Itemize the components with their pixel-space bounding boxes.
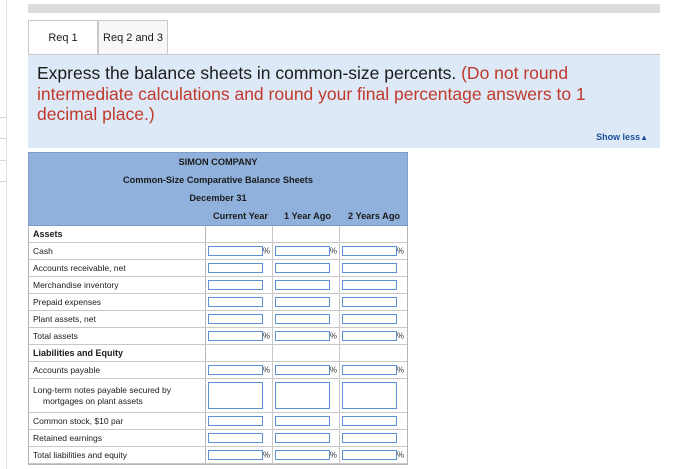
value-cell (206, 328, 273, 344)
row-label: Accounts payable (29, 362, 206, 378)
rail-divider (0, 138, 6, 139)
percent-sign: % (262, 450, 270, 460)
value-cell (340, 294, 406, 310)
percent-input[interactable] (275, 365, 330, 375)
value-cell (340, 260, 406, 276)
row-label: Total assets (29, 328, 206, 344)
percent-input[interactable] (208, 314, 263, 324)
percent-sign: % (262, 331, 270, 341)
percent-input[interactable] (208, 280, 263, 290)
percent-sign: % (329, 331, 337, 341)
column-header-2-years-ago: 2 Years Ago (347, 211, 401, 221)
percent-input[interactable] (342, 331, 397, 341)
percent-input[interactable] (275, 416, 330, 426)
value-cell (340, 226, 406, 242)
column-header-1-year-ago: 1 Year Ago (284, 211, 331, 221)
value-cell (273, 277, 340, 293)
percent-input[interactable] (208, 246, 263, 256)
percent-input[interactable] (208, 365, 263, 375)
row-label-line1: Long-term notes payable secured by (33, 384, 171, 395)
value-cell (340, 413, 406, 429)
percent-input[interactable] (275, 450, 330, 460)
value-cell (206, 447, 273, 463)
row-label: Cash (29, 243, 206, 259)
row-label: Common stock, $10 par (29, 413, 206, 429)
tab-label: Req 2 and 3 (103, 31, 163, 44)
percent-sign: % (396, 365, 404, 375)
percent-input[interactable] (208, 297, 263, 307)
percent-input[interactable] (208, 263, 263, 273)
statement-title: Common-Size Comparative Balance Sheets (123, 175, 313, 185)
triangle-up-icon: ▲ (640, 133, 648, 142)
value-cell (206, 379, 273, 412)
row-label: Merchandise inventory (29, 277, 206, 293)
percent-input[interactable] (275, 297, 330, 307)
balance-sheet-table (28, 152, 408, 465)
left-rail (0, 0, 7, 469)
value-cell (206, 413, 273, 429)
value-cell (340, 379, 406, 412)
percent-input[interactable] (342, 297, 397, 307)
row-label (29, 379, 206, 412)
value-cell (340, 328, 406, 344)
value-cell (340, 362, 406, 378)
row-label: Retained earnings (29, 430, 206, 446)
value-cell (206, 362, 273, 378)
value-cell (273, 243, 340, 259)
table-row (29, 430, 407, 447)
percent-sign: % (396, 331, 404, 341)
value-cell (273, 260, 340, 276)
value-cell (206, 294, 273, 310)
instruction-main: Express the balance sheets in common-size percents. (37, 63, 457, 83)
percent-sign: % (329, 365, 337, 375)
percent-input[interactable] (208, 450, 263, 460)
rail-divider (0, 160, 6, 161)
table-row (29, 277, 407, 294)
value-cell (340, 345, 406, 361)
percent-input[interactable] (208, 382, 263, 409)
table-body (28, 226, 408, 465)
value-cell (206, 430, 273, 446)
table-row (29, 243, 407, 260)
value-cell (273, 226, 340, 242)
percent-input[interactable] (342, 365, 397, 375)
table-row (29, 447, 407, 464)
table-row (29, 362, 407, 379)
progress-strip (28, 4, 660, 13)
value-cell (273, 311, 340, 327)
tab-label: Req 1 (48, 31, 78, 44)
table-row (29, 294, 407, 311)
percent-sign: % (262, 246, 270, 256)
requirement-tabs (28, 20, 168, 54)
percent-input[interactable] (208, 416, 263, 426)
value-cell (273, 345, 340, 361)
row-label-line2: mortgages on plant assets (43, 395, 143, 406)
rail-divider (0, 117, 6, 118)
table-row (29, 379, 407, 413)
percent-input[interactable] (342, 450, 397, 460)
percent-input[interactable] (275, 263, 330, 273)
value-cell (273, 413, 340, 429)
rail-divider (0, 181, 6, 182)
percent-input[interactable] (275, 314, 330, 324)
show-less-label: Show less (596, 132, 641, 142)
percent-input[interactable] (208, 433, 263, 443)
table-row (29, 311, 407, 328)
tab-req-1[interactable] (28, 20, 98, 54)
percent-input[interactable] (342, 314, 397, 324)
instruction-highlight: (Do not round intermediate calculations and round your final percentage answers to 1 decimal place.) (37, 63, 586, 124)
show-less-link[interactable] (596, 132, 648, 142)
instruction-text (37, 63, 648, 125)
value-cell (273, 294, 340, 310)
percent-input[interactable] (275, 331, 330, 341)
percent-input[interactable] (342, 416, 397, 426)
value-cell (206, 226, 273, 242)
company-name: SIMON COMPANY (178, 157, 258, 167)
value-cell (340, 243, 406, 259)
percent-sign: % (329, 246, 337, 256)
table-row (29, 226, 407, 243)
percent-input[interactable] (208, 331, 263, 341)
value-cell (206, 277, 273, 293)
percent-input[interactable] (342, 246, 397, 256)
tab-req-2-and-3[interactable] (98, 20, 168, 54)
percent-input[interactable] (342, 280, 397, 290)
value-cell (206, 311, 273, 327)
value-cell (273, 362, 340, 378)
percent-input[interactable] (275, 433, 330, 443)
value-cell (273, 447, 340, 463)
table-header (28, 152, 408, 226)
value-cell (206, 243, 273, 259)
value-cell (273, 328, 340, 344)
value-cell (206, 345, 273, 361)
value-cell (273, 379, 340, 412)
percent-sign: % (329, 450, 337, 460)
percent-sign: % (396, 246, 404, 256)
row-label: Prepaid expenses (29, 294, 206, 310)
percent-input[interactable] (342, 263, 397, 273)
row-label: Liabilities and Equity (29, 345, 206, 361)
percent-sign: % (262, 365, 270, 375)
column-header-current-year: Current Year (213, 211, 268, 221)
column-headers (29, 207, 407, 225)
row-label: Accounts receivable, net (29, 260, 206, 276)
value-cell (206, 260, 273, 276)
value-cell (340, 430, 406, 446)
table-row (29, 328, 407, 345)
table-row (29, 260, 407, 277)
table-row (29, 413, 407, 430)
value-cell (273, 430, 340, 446)
percent-input[interactable] (342, 382, 397, 409)
percent-input[interactable] (275, 280, 330, 290)
row-label: Plant assets, net (29, 311, 206, 327)
value-cell (340, 277, 406, 293)
row-label: Assets (29, 226, 206, 242)
row-label: Total liabilities and equity (29, 447, 206, 463)
instruction-panel (28, 55, 660, 148)
percent-sign: % (396, 450, 404, 460)
percent-input[interactable] (275, 382, 330, 409)
table-row (29, 345, 407, 362)
value-cell (340, 447, 406, 463)
percent-input[interactable] (342, 433, 397, 443)
statement-date: December 31 (189, 193, 247, 203)
percent-input[interactable] (275, 246, 330, 256)
value-cell (340, 311, 406, 327)
